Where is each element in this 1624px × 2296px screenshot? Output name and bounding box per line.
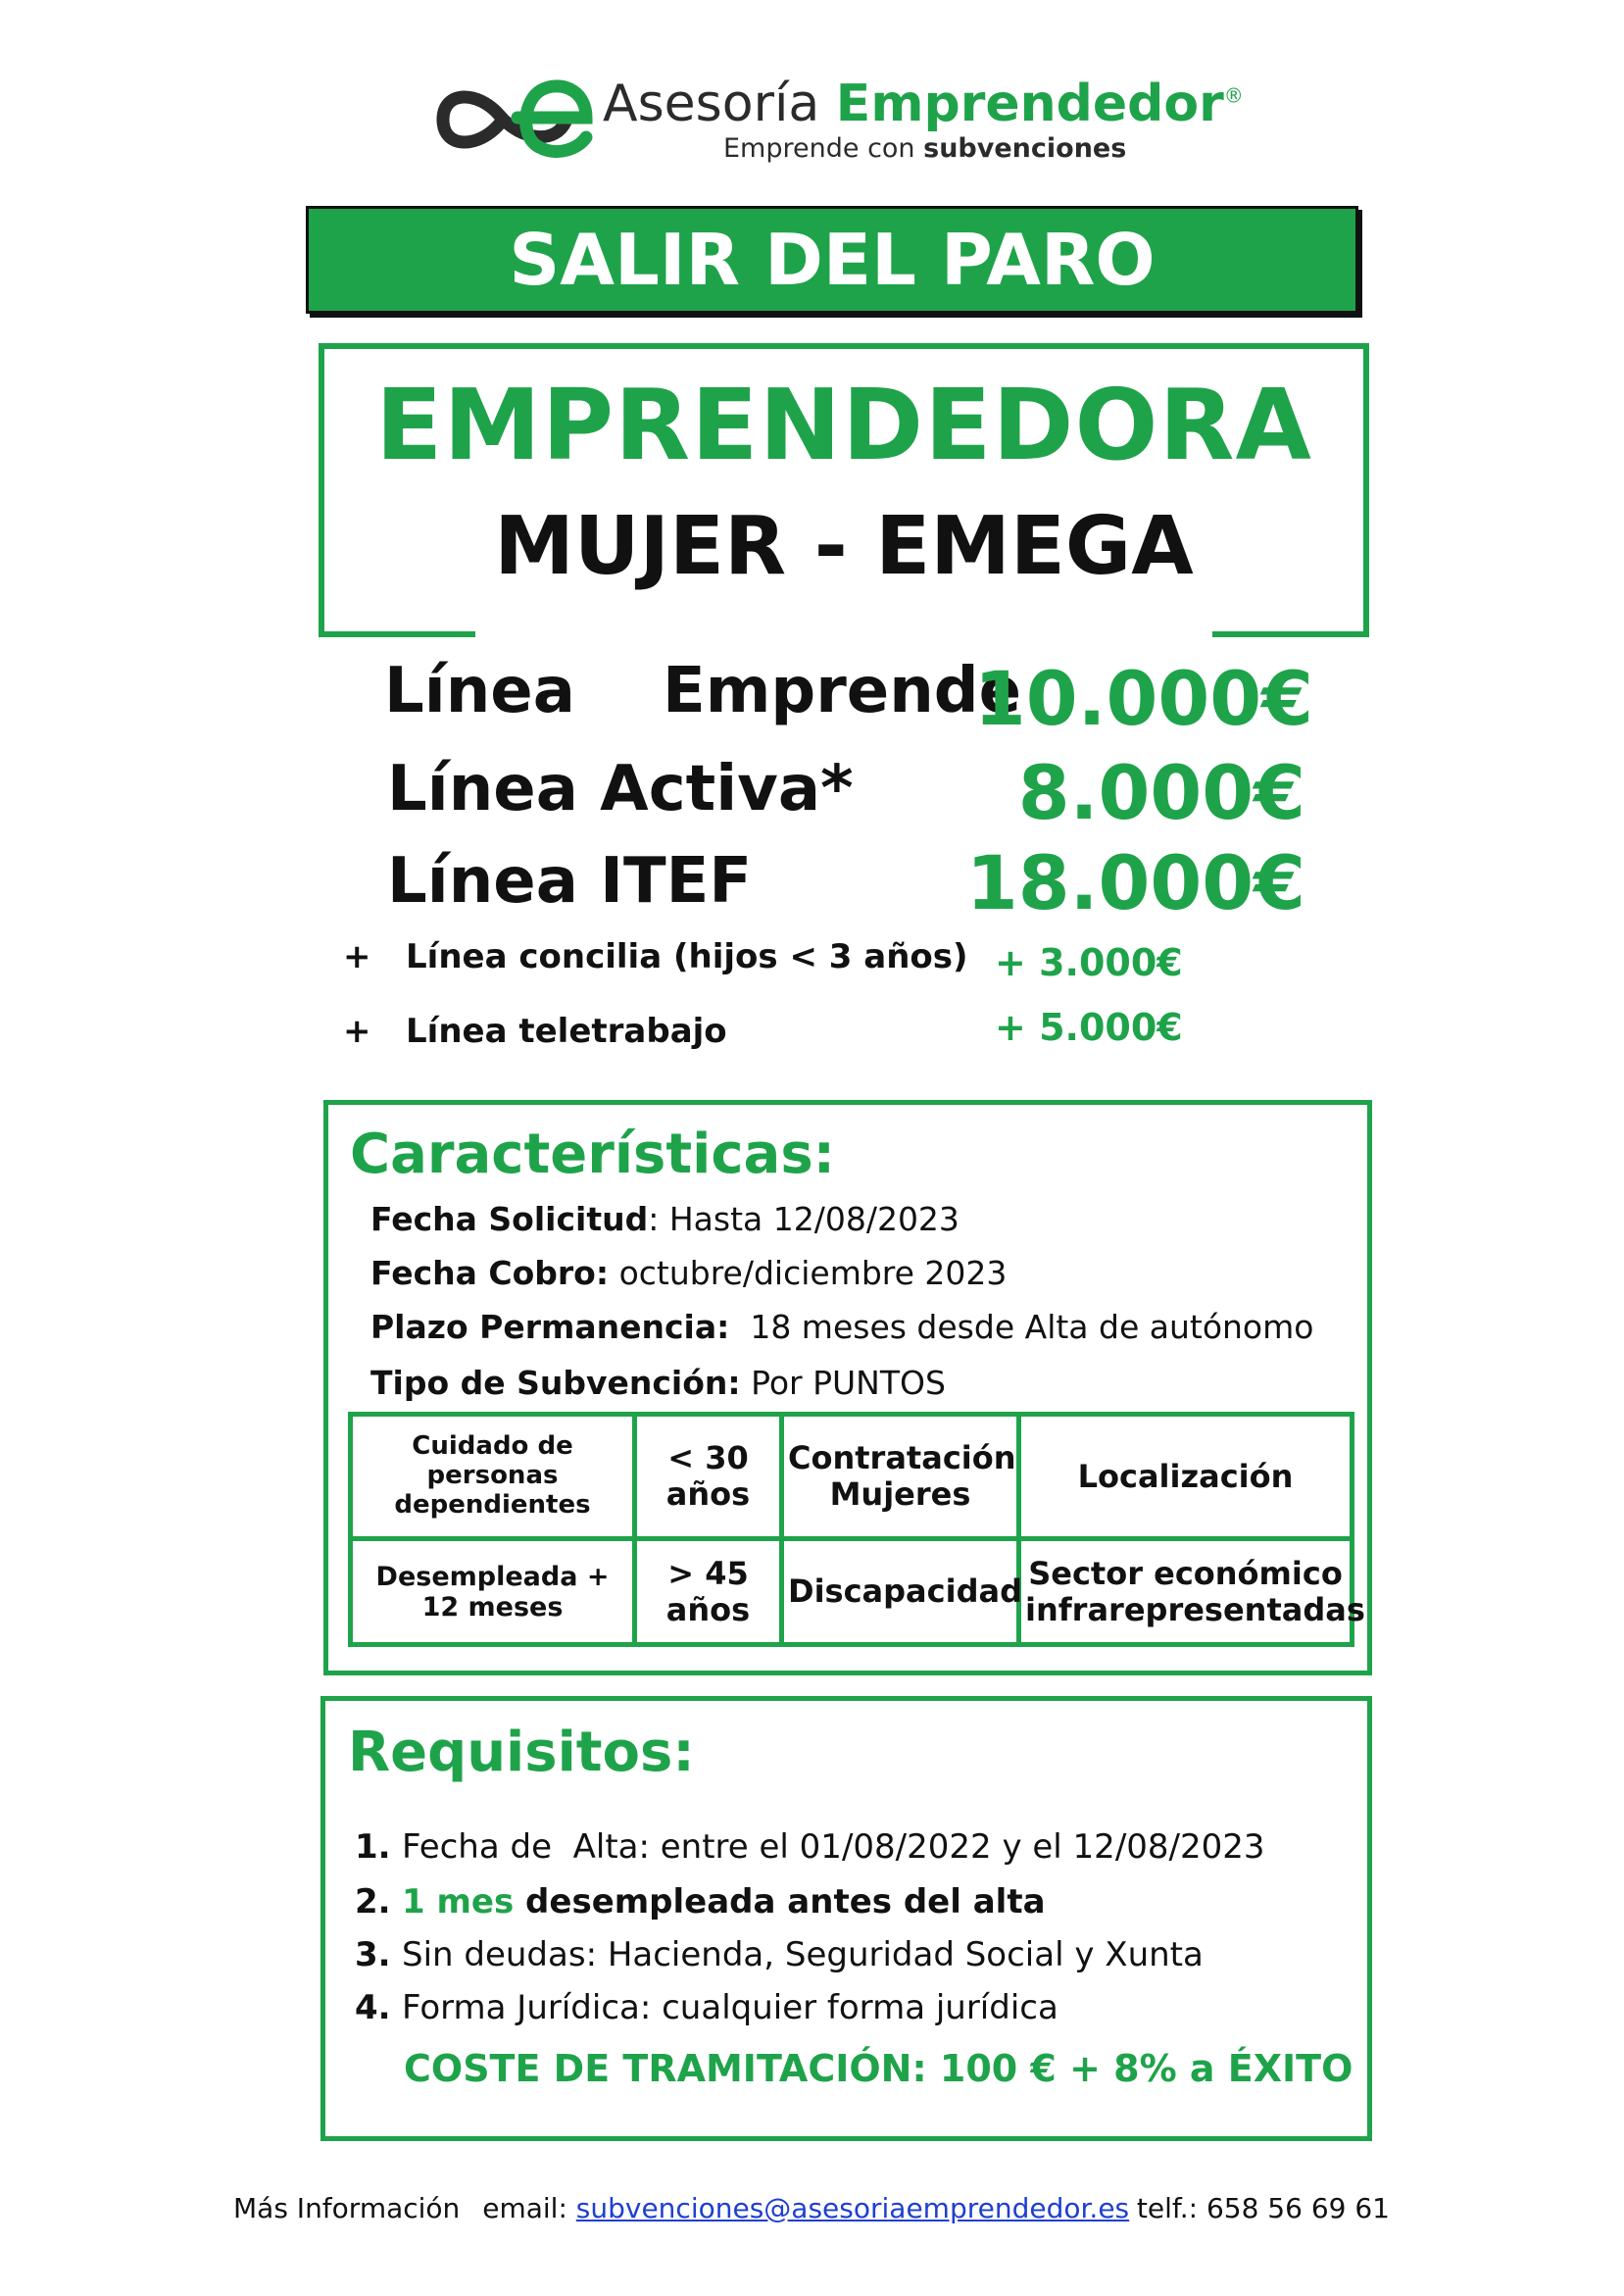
title-main: EMPRENDEDORA bbox=[375, 368, 1312, 482]
points-cell: Localización bbox=[1019, 1415, 1353, 1539]
requisito-4 bbox=[355, 1988, 1058, 2027]
title-box bbox=[319, 343, 1369, 637]
brand-name bbox=[603, 75, 1244, 133]
extra-label-teletrabajo: Línea teletrabajo bbox=[406, 1012, 727, 1051]
requisito-1 bbox=[355, 1827, 1265, 1867]
extra-label-concilia: Línea concilia (hijos < 3 años) bbox=[406, 937, 968, 976]
footer-phone: telf.: 658 56 69 61 bbox=[1136, 2192, 1390, 2224]
points-cell: Cuidado de personas dependientes bbox=[351, 1415, 635, 1539]
plazo-permanencia-sep bbox=[729, 1308, 750, 1346]
requisito-2 bbox=[355, 1882, 1046, 1922]
infinity-e-logo-icon bbox=[431, 69, 598, 167]
points-cell: Sector económico infrarepresentadas bbox=[1019, 1539, 1353, 1645]
points-cell: Contratación Mujeres bbox=[782, 1415, 1019, 1539]
requisito-1-num: 1. bbox=[355, 1827, 391, 1867]
requisito-3-num: 3. bbox=[355, 1935, 391, 1974]
registered-mark: ® bbox=[1223, 83, 1244, 108]
fecha-cobro-row bbox=[370, 1254, 1007, 1292]
plazo-permanencia-key: Plazo Permanencia: bbox=[370, 1308, 730, 1346]
fecha-cobro-sep bbox=[609, 1254, 619, 1292]
coste-tramitacion: COSTE DE TRAMITACIÓN: 100 € + 8% a ÉXITO bbox=[404, 2047, 1353, 2090]
fecha-cobro-value: octubre/diciembre 2023 bbox=[618, 1254, 1008, 1292]
requisito-2-highlight: 1 mes bbox=[402, 1882, 515, 1922]
brand-tagline bbox=[723, 133, 1126, 164]
line-amount-activa: 8.000€ bbox=[1017, 749, 1305, 836]
requisito-4-num: 4. bbox=[355, 1988, 391, 2027]
fecha-solicitud-key: Fecha Solicitud bbox=[370, 1200, 649, 1238]
fecha-solicitud-sep: : bbox=[648, 1200, 669, 1238]
brand-part1: Asesoría bbox=[603, 75, 820, 133]
line-amount-emprende: 10.000€ bbox=[973, 655, 1313, 742]
tipo-subvencion-row bbox=[370, 1364, 946, 1402]
points-cell: > 45 años bbox=[635, 1539, 782, 1645]
points-cell: Discapacidad bbox=[782, 1539, 1019, 1645]
caracteristicas-title: Características: bbox=[350, 1123, 836, 1186]
logo bbox=[431, 69, 1244, 176]
tagline-part2: subvenciones bbox=[923, 133, 1127, 164]
plazo-permanencia-row bbox=[370, 1308, 1313, 1346]
tipo-subvencion-sep bbox=[741, 1364, 752, 1402]
fecha-solicitud-row bbox=[370, 1200, 960, 1238]
requisito-3 bbox=[355, 1935, 1204, 1974]
points-cell: < 30 años bbox=[635, 1415, 782, 1539]
footer-info: Más Información bbox=[233, 2192, 461, 2224]
extra-plus-concilia: + bbox=[343, 937, 371, 976]
title-subtitle: MUJER - EMEGA bbox=[494, 500, 1194, 593]
fecha-solicitud-value: Hasta 12/08/2023 bbox=[668, 1200, 960, 1238]
extra-amount-concilia: + 3.000€ bbox=[995, 941, 1183, 984]
footer-email-link[interactable]: subvenciones@asesoriaemprendedor.es bbox=[575, 2192, 1130, 2224]
tagline-part1: Emprende con bbox=[723, 133, 915, 164]
extra-amount-teletrabajo: + 5.000€ bbox=[995, 1006, 1183, 1049]
requisitos-title: Requisitos: bbox=[348, 1721, 695, 1784]
extra-plus-teletrabajo: + bbox=[343, 1012, 371, 1051]
plazo-permanencia-value: 18 meses desde Alta de autónomo bbox=[750, 1308, 1314, 1346]
points-table bbox=[348, 1412, 1365, 1647]
footer bbox=[233, 2192, 1390, 2224]
table-row bbox=[351, 1539, 1353, 1645]
line-label-itef: Línea ITEF bbox=[387, 845, 753, 918]
points-cell: Desempleada + 12 meses bbox=[351, 1539, 635, 1645]
fecha-cobro-key: Fecha Cobro: bbox=[370, 1254, 610, 1292]
banner: SALIR DEL PARO bbox=[306, 206, 1358, 314]
footer-email-label: email: bbox=[482, 2192, 567, 2224]
requisito-2-text: desempleada antes del alta bbox=[514, 1882, 1046, 1922]
requisito-4-text: Forma Jurídica: cualquier forma jurídica bbox=[402, 1988, 1058, 2027]
line-label-activa: Línea Activa* bbox=[387, 753, 854, 825]
line-label-emprende: Línea Emprende bbox=[384, 655, 1021, 727]
tipo-subvencion-value: Por PUNTOS bbox=[751, 1364, 946, 1402]
requisito-1-text: Fecha de Alta: entre el 01/08/2022 y el 12/08/2023 bbox=[402, 1827, 1265, 1867]
brand-part2: Emprendedor bbox=[835, 75, 1224, 133]
tipo-subvencion-key: Tipo de Subvención: bbox=[370, 1364, 741, 1402]
table-row bbox=[351, 1415, 1353, 1539]
requisito-2-num: 2. bbox=[355, 1882, 391, 1922]
line-amount-itef: 18.000€ bbox=[965, 839, 1305, 926]
requisito-3-text: Sin deudas: Hacienda, Seguridad Social y Xunta bbox=[402, 1935, 1204, 1974]
